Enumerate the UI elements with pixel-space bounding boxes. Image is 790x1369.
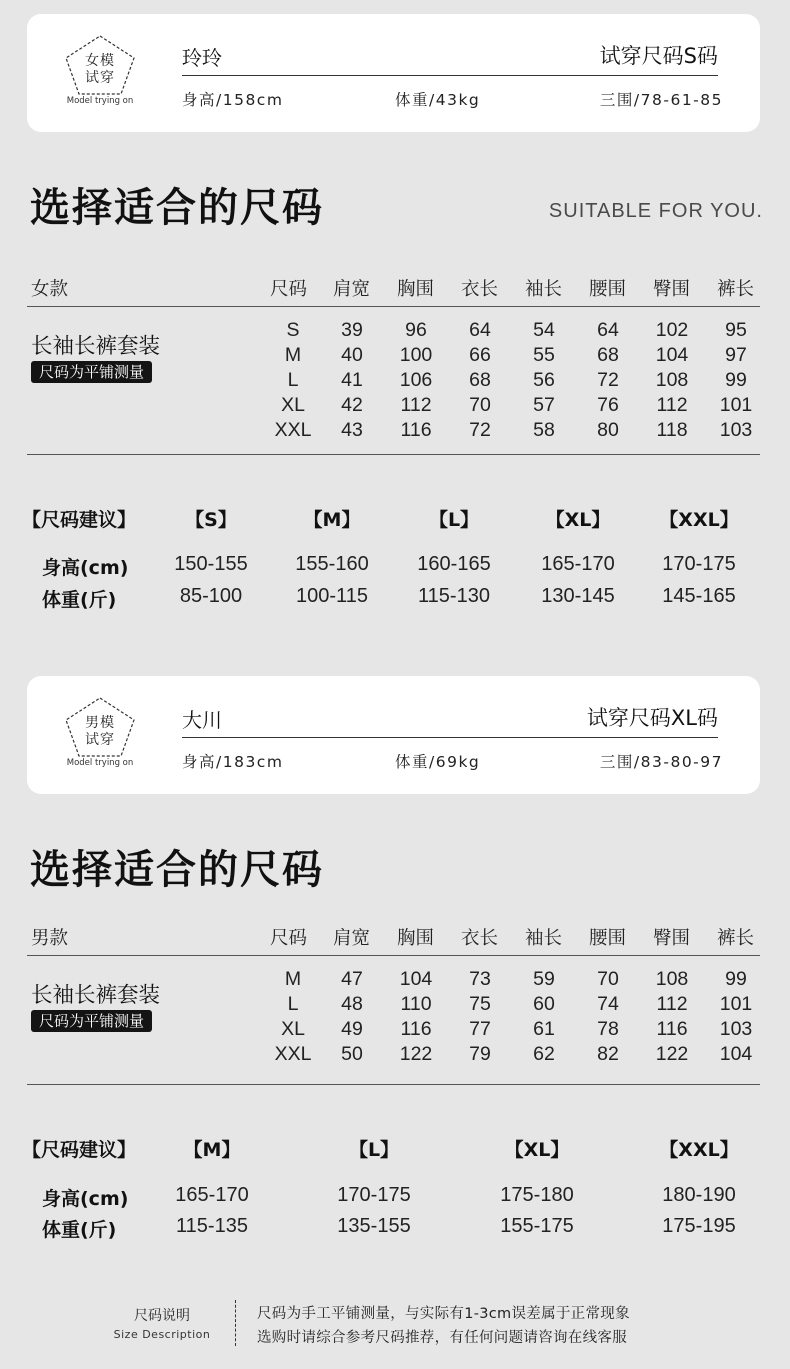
model-badge [63, 696, 137, 776]
suggest-weight-range: 175-195 [662, 1215, 736, 1237]
cell-waist: 64 [597, 319, 619, 341]
cell-sleeve: 59 [533, 968, 555, 990]
cell-pants: 104 [719, 1043, 753, 1065]
measurement-note-tag: 尺码为平铺测量 [31, 361, 152, 383]
cell-length: 77 [469, 1018, 491, 1040]
suggest-weight-range: 100-115 [296, 585, 368, 607]
cell-shoulder: 41 [341, 369, 363, 391]
suggest-weight-range: 155-175 [500, 1215, 574, 1237]
card-divider [182, 75, 718, 76]
model-height: 身高/183cm [182, 753, 284, 771]
male-model-card [27, 676, 760, 794]
header-waist: 腰围 [589, 279, 627, 300]
size-description-label: 尺码说明 [134, 1308, 190, 1324]
cell-shoulder: 47 [341, 968, 363, 990]
height-label: 身高(cm) [42, 557, 129, 579]
model-measurements: 三围/78-61-85 [599, 91, 723, 109]
cell-size: XL [281, 1018, 305, 1040]
suggest-size: 【M】 [183, 1139, 241, 1161]
cell-chest: 116 [400, 419, 432, 441]
badge-line2: 试穿 [85, 70, 115, 86]
header-sleeve: 袖长 [525, 928, 563, 949]
suggest-size: 【L】 [428, 509, 480, 531]
badge-line1: 男模 [85, 715, 115, 731]
cell-pants: 95 [725, 319, 747, 341]
suggest-weight-range: 145-165 [662, 585, 736, 607]
badge-line1: 女模 [85, 53, 115, 69]
cell-chest: 100 [399, 344, 433, 366]
suggest-height-range: 170-175 [662, 553, 736, 575]
suggest-height-range: 165-170 [175, 1184, 249, 1206]
header-size: 尺码 [270, 928, 308, 949]
cell-size: M [284, 344, 302, 366]
model-weight: 体重/43kg [395, 91, 481, 109]
cell-size: L [287, 369, 299, 391]
card-divider [182, 737, 718, 738]
model-weight: 体重/69kg [395, 753, 481, 771]
header-hip: 臀围 [653, 928, 691, 949]
cell-sleeve: 60 [533, 993, 555, 1015]
cell-size: XXL [274, 419, 312, 441]
footer-divider [235, 1300, 236, 1346]
suggest-size: 【L】 [348, 1139, 400, 1161]
cell-chest: 122 [399, 1043, 433, 1065]
trial-size: 试穿尺码S码 [599, 44, 718, 68]
cell-pants: 101 [719, 394, 753, 416]
cell-pants: 99 [725, 369, 747, 391]
cell-chest: 96 [405, 319, 427, 341]
footer-note-line1: 尺码为手工平铺测量，与实际有1-3cm误差属于正常现象 [257, 1306, 630, 1322]
table-top-rule [27, 955, 760, 956]
model-name: 玲玲 [182, 46, 222, 70]
cell-length: 73 [469, 968, 491, 990]
category-label: 女款 [31, 279, 69, 300]
header-shoulder: 肩宽 [333, 928, 371, 949]
cell-sleeve: 61 [533, 1018, 555, 1040]
suggest-height-range: 170-175 [337, 1184, 411, 1206]
cell-sleeve: 56 [533, 369, 555, 391]
suggest-size: 【XL】 [504, 1139, 570, 1161]
suggest-height-range: 165-170 [541, 553, 615, 575]
cell-hip: 102 [655, 319, 689, 341]
table-bottom-rule [27, 1084, 760, 1085]
cell-hip: 108 [655, 968, 689, 990]
header-shoulder: 肩宽 [333, 279, 371, 300]
suggest-weight-range: 135-155 [337, 1215, 411, 1237]
cell-size: XXL [274, 1043, 312, 1065]
cell-hip: 112 [656, 394, 688, 416]
cell-length: 66 [469, 344, 491, 366]
cell-hip: 108 [655, 369, 689, 391]
cell-size: S [286, 319, 300, 341]
suggest-size: 【S】 [185, 509, 237, 531]
cell-sleeve: 54 [533, 319, 555, 341]
cell-shoulder: 39 [341, 319, 363, 341]
model-badge [63, 34, 137, 114]
cell-shoulder: 48 [341, 993, 363, 1015]
cell-chest: 106 [399, 369, 433, 391]
section-title: 选择适合的尺码 [30, 847, 324, 893]
model-name: 大川 [182, 708, 222, 732]
header-pants: 裤长 [717, 928, 755, 949]
table-top-rule [27, 306, 760, 307]
suggest-height-range: 160-165 [417, 553, 491, 575]
cell-pants: 99 [725, 968, 747, 990]
model-measurements: 三围/83-80-97 [599, 753, 723, 771]
cell-sleeve: 55 [533, 344, 555, 366]
badge-line2: 试穿 [85, 732, 115, 748]
height-label: 身高(cm) [42, 1188, 129, 1210]
header-length: 衣长 [461, 928, 499, 949]
cell-chest: 110 [400, 993, 432, 1015]
header-length: 衣长 [461, 279, 499, 300]
trial-size: 试穿尺码XL码 [586, 706, 718, 730]
product-name: 长袖长裤套装 [31, 983, 161, 1008]
header-size: 尺码 [270, 279, 308, 300]
weight-label: 体重(斤) [42, 1219, 117, 1241]
suggestion-label: 【尺码建议】 [22, 509, 137, 531]
product-name: 长袖长裤套装 [31, 334, 161, 359]
badge-english: Model trying on [66, 758, 134, 768]
cell-chest: 112 [400, 394, 432, 416]
female-model-card [27, 14, 760, 132]
suggest-weight-range: 85-100 [179, 585, 243, 607]
cell-hip: 112 [656, 993, 688, 1015]
suggest-weight-range: 130-145 [541, 585, 615, 607]
category-label: 男款 [31, 928, 69, 949]
section-subtitle: SUITABLE FOR YOU. [548, 200, 763, 222]
suggest-weight-range: 115-135 [176, 1215, 248, 1237]
header-pants: 裤长 [717, 279, 755, 300]
cell-shoulder: 42 [341, 394, 363, 416]
suggest-height-range: 175-180 [500, 1184, 574, 1206]
cell-length: 79 [469, 1043, 491, 1065]
size-description-label-en: Size Description [113, 1328, 211, 1341]
header-hip: 臀围 [653, 279, 691, 300]
suggest-size: 【XL】 [545, 509, 611, 531]
cell-pants: 103 [719, 1018, 753, 1040]
cell-hip: 122 [655, 1043, 689, 1065]
cell-length: 70 [469, 394, 491, 416]
suggest-height-range: 155-160 [295, 553, 369, 575]
cell-waist: 80 [597, 419, 619, 441]
header-chest: 胸围 [397, 928, 435, 949]
cell-waist: 72 [597, 369, 619, 391]
cell-sleeve: 57 [533, 394, 555, 416]
suggestion-label: 【尺码建议】 [22, 1139, 137, 1161]
cell-hip: 118 [656, 419, 688, 441]
cell-sleeve: 58 [533, 419, 555, 441]
suggest-size: 【XXL】 [659, 1139, 739, 1161]
cell-waist: 70 [597, 968, 619, 990]
cell-sleeve: 62 [533, 1043, 555, 1065]
model-height: 身高/158cm [182, 91, 284, 109]
header-waist: 腰围 [589, 928, 627, 949]
cell-size: M [284, 968, 302, 990]
cell-pants: 103 [719, 419, 753, 441]
cell-length: 72 [469, 419, 491, 441]
weight-label: 体重(斤) [42, 589, 117, 611]
cell-shoulder: 50 [341, 1043, 363, 1065]
suggest-height-range: 180-190 [662, 1184, 736, 1206]
cell-waist: 82 [597, 1043, 619, 1065]
cell-length: 68 [469, 369, 491, 391]
cell-shoulder: 40 [341, 344, 363, 366]
cell-chest: 104 [399, 968, 433, 990]
cell-waist: 78 [597, 1018, 619, 1040]
cell-size: L [287, 993, 299, 1015]
suggest-height-range: 150-155 [174, 553, 248, 575]
suggest-size: 【M】 [303, 509, 361, 531]
cell-length: 75 [469, 993, 491, 1015]
cell-waist: 74 [597, 993, 619, 1015]
cell-shoulder: 49 [341, 1018, 363, 1040]
cell-waist: 76 [597, 394, 619, 416]
cell-length: 64 [469, 319, 491, 341]
cell-pants: 101 [719, 993, 753, 1015]
header-chest: 胸围 [397, 279, 435, 300]
header-sleeve: 袖长 [525, 279, 563, 300]
table-bottom-rule [27, 454, 760, 455]
cell-size: XL [281, 394, 305, 416]
cell-pants: 97 [725, 344, 747, 366]
cell-shoulder: 43 [341, 419, 363, 441]
cell-hip: 116 [656, 1018, 688, 1040]
suggest-size: 【XXL】 [659, 509, 739, 531]
cell-hip: 104 [655, 344, 689, 366]
suggest-weight-range: 115-130 [418, 585, 490, 607]
footer-note-line2: 选购时请综合参考尺码推荐，有任何问题请咨询在线客服 [257, 1330, 627, 1346]
cell-chest: 116 [400, 1018, 432, 1040]
measurement-note-tag: 尺码为平铺测量 [31, 1010, 152, 1032]
section-title: 选择适合的尺码 [30, 185, 324, 231]
badge-english: Model trying on [66, 96, 134, 106]
cell-waist: 68 [597, 344, 619, 366]
